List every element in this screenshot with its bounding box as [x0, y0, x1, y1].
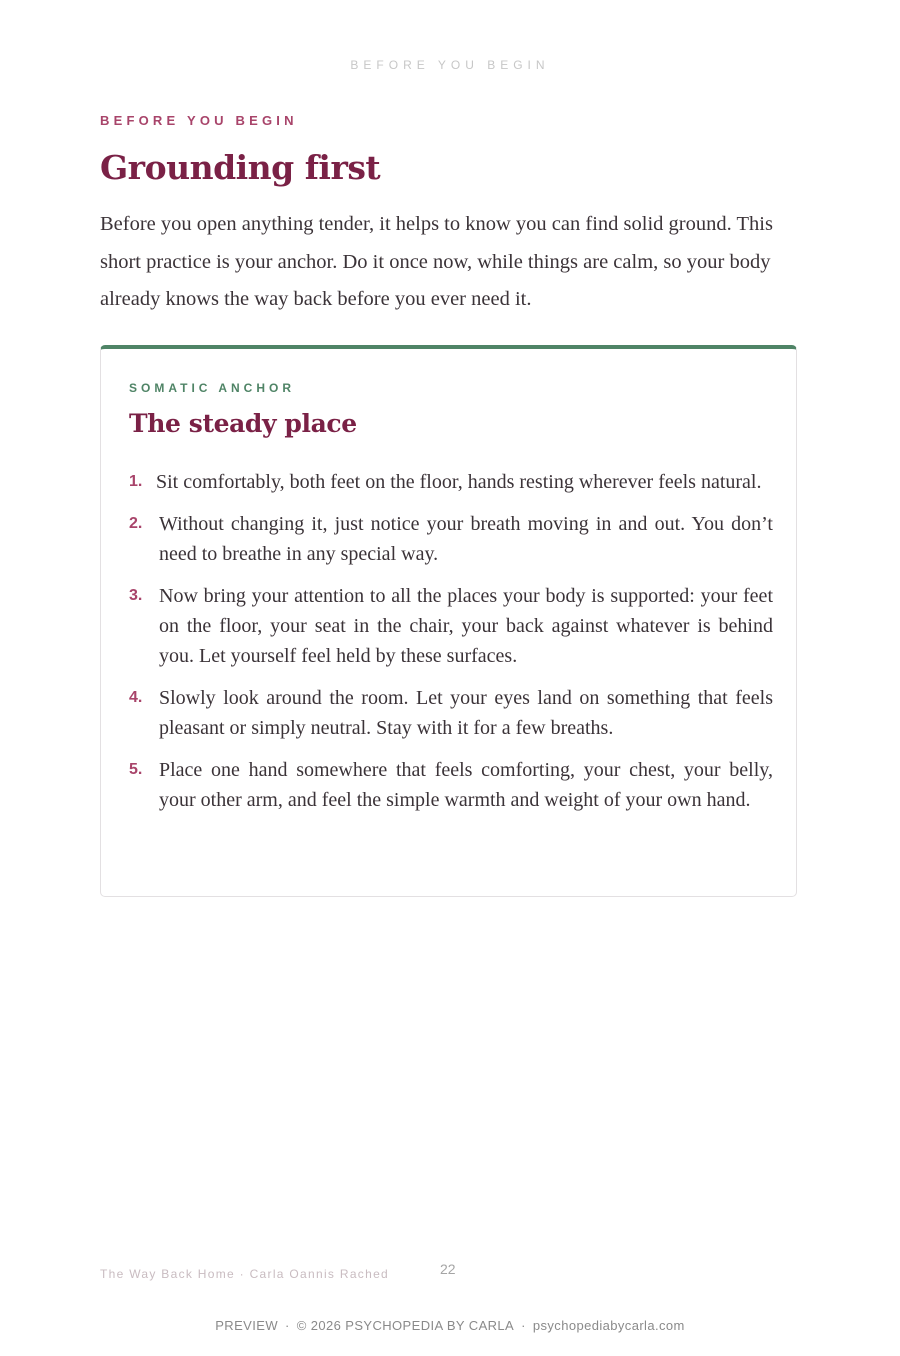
- step-number: 3.: [129, 587, 143, 604]
- book-meta: The Way Back Home · Carla Oannis Rached: [100, 1267, 390, 1281]
- step-number: 1.: [129, 473, 143, 490]
- step-item: [129, 581, 773, 671]
- page-title: Grounding first: [100, 148, 381, 187]
- card-eyebrow: SOMATIC ANCHOR: [129, 381, 295, 395]
- legal-footer: [0, 1318, 900, 1333]
- copyright-text: © 2026 PSYCHOPEDIA BY CARLA: [296, 1318, 515, 1333]
- separator: ·: [521, 1318, 526, 1333]
- running-head: BEFORE YOU BEGIN: [350, 58, 550, 72]
- somatic-anchor-card: [100, 345, 797, 897]
- step-number: 5.: [129, 761, 143, 778]
- preview-label: PREVIEW: [215, 1318, 278, 1333]
- step-text: Place one hand somewhere that feels comforting, your chest, your belly, your other arm, and feel the simple warmth and weight of your own hand.: [159, 759, 773, 811]
- step-number: 4.: [129, 689, 143, 706]
- step-text: Without changing it, just notice your breath moving in and out. You don’t need to breathe in any special way.: [159, 513, 773, 565]
- card-title: The steady place: [129, 409, 357, 438]
- intro-paragraph: Before you open anything tender, it helps to know you can find solid ground. This short practice is your anchor. Do it once now, while things are calm, so your body already knows the way back before you ever need it.: [100, 213, 773, 310]
- step-text: Sit comfortably, both feet on the floor, hands resting wherever feels natural.: [156, 471, 762, 493]
- step-item: [129, 467, 773, 497]
- step-item: [129, 755, 773, 815]
- step-number: 2.: [129, 515, 143, 532]
- step-text: Slowly look around the room. Let your eyes land on something that feels pleasant or simply neutral. Stay with it for a few breaths.: [159, 687, 773, 739]
- step-item: [129, 509, 773, 569]
- step-item: [129, 683, 773, 743]
- section-eyebrow: BEFORE YOU BEGIN: [100, 113, 298, 128]
- website-link[interactable]: psychopediabycarla.com: [532, 1318, 685, 1333]
- steps-list: [129, 467, 773, 827]
- step-text: Now bring your attention to all the places your body is supported: your feet on the floor, your seat in the chair, your back against whatever is behind you. Let yourself feel held by these surfaces.: [159, 585, 773, 667]
- page-number: 22: [440, 1261, 456, 1277]
- separator: ·: [285, 1318, 290, 1333]
